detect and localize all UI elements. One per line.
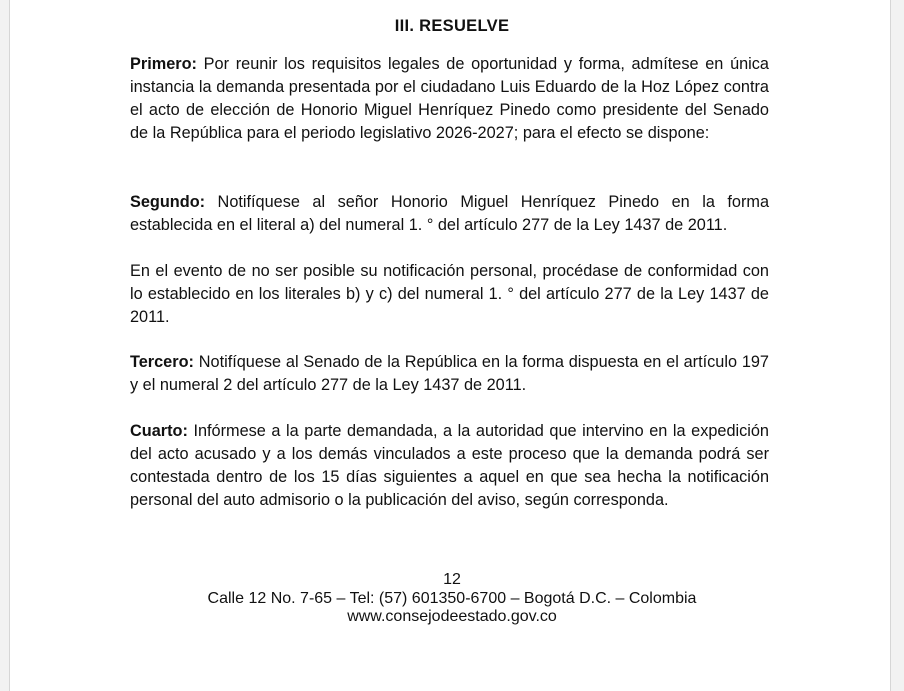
paragraph-label: Segundo:	[130, 193, 206, 211]
paragraph-evento	[130, 260, 769, 329]
paragraph-segundo	[130, 191, 769, 237]
paragraph-label: Cuarto:	[130, 422, 188, 440]
section-heading: III. RESUELVE	[394, 17, 510, 35]
paragraph-text: Notifíquese al Senado de la República en la forma dispuesta en el artículo 197 y el numeral 2 del artículo 277 de la Ley 1437 de 2011.	[130, 353, 769, 394]
paragraph-text: Infórmese a la parte demandada, a la autoridad que intervino en la expedición del acto acusado y a los demás vinculados a este proceso que la demanda podrá ser contestada dentro de los 15 días siguientes a aquel en que sea hecha la notificación personal del auto admisorio o la publicación del aviso, según corresponda.	[130, 422, 769, 509]
paragraph-text: En el evento de no ser posible su notificación personal, procédase de conformidad con lo establecido en los literales b) y c) del numeral 1. ° del artículo 277 de la Ley 1437 de 2011.	[130, 262, 769, 326]
footer-address: Calle 12 No. 7-65 – Tel: (57) 601350-6700 – Bogotá D.C. – Colombia	[207, 590, 697, 607]
paragraph-text: Notifíquese al señor Honorio Miguel Henríquez Pinedo en la forma establecida en el literal a) del numeral 1. ° del artículo 277 de la Ley 1437 de 2011.	[130, 193, 769, 234]
paragraph-label: Tercero:	[130, 353, 194, 371]
paragraph-primero	[130, 53, 769, 145]
page-number: 12	[443, 571, 461, 588]
footer-website-link[interactable]: www.consejodeestado.gov.co	[347, 608, 557, 625]
paragraph-tercero	[130, 351, 769, 397]
paragraph-text: Por reunir los requisitos legales de oportunidad y forma, admítese en única instancia la demanda presentada por el ciudadano Luis Eduardo de la Hoz López contra el acto de elección de Honorio Miguel Henríquez Pinedo como presidente del Senado de la República para el periodo legislativo 2026-2027; para el efecto se dispone:	[130, 55, 769, 142]
paragraph-label: Primero:	[130, 55, 197, 73]
paragraph-cuarto	[130, 420, 769, 512]
